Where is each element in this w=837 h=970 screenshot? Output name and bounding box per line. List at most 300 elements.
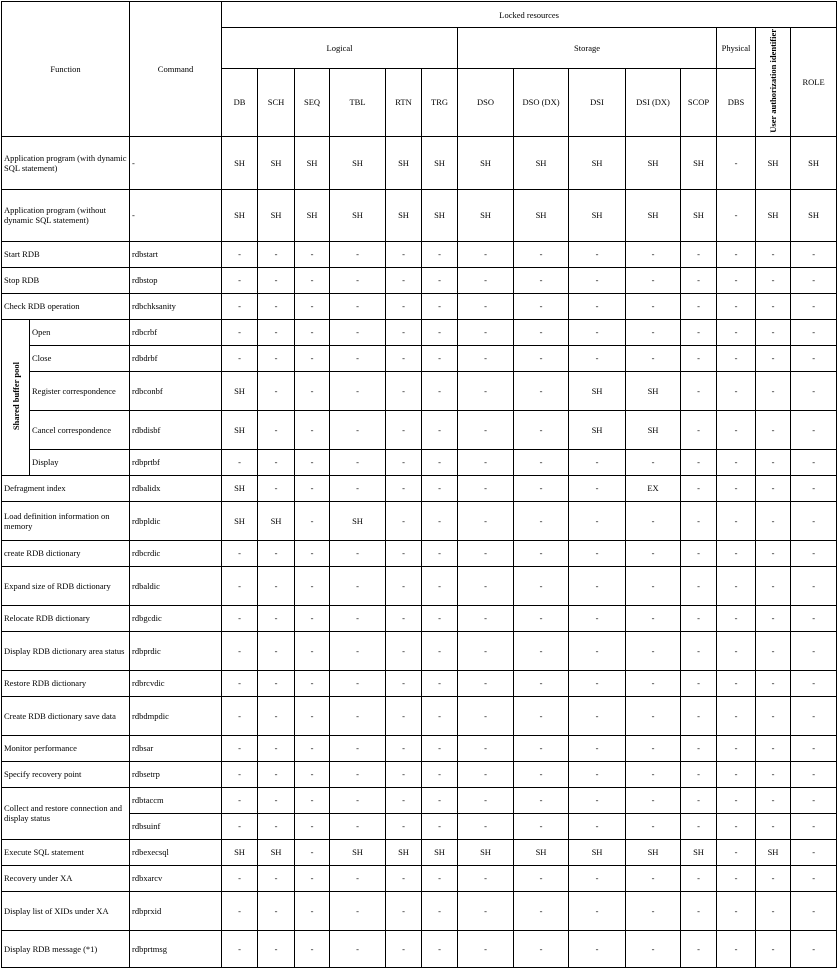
lock-cell: - bbox=[514, 696, 569, 735]
lock-cell: SH bbox=[458, 839, 514, 865]
lock-cell: - bbox=[258, 449, 295, 475]
lock-cell: - bbox=[258, 670, 295, 696]
function-cell: Create RDB dictionary save data bbox=[2, 696, 130, 735]
lock-cell: SH bbox=[330, 136, 386, 189]
table-row bbox=[2, 501, 837, 540]
lock-cell: - bbox=[791, 865, 837, 891]
command-cell: rdbpldic bbox=[130, 501, 222, 540]
lock-cell: - bbox=[791, 345, 837, 371]
lock-cell: SH bbox=[681, 136, 717, 189]
lock-cell: - bbox=[295, 566, 330, 605]
column-header-role: ROLE bbox=[791, 28, 837, 137]
lock-cell: - bbox=[222, 865, 258, 891]
lock-cell: - bbox=[756, 293, 791, 319]
lock-cell: - bbox=[386, 735, 422, 761]
lock-cell: SH bbox=[569, 189, 626, 241]
lock-cell: - bbox=[258, 631, 295, 670]
lock-cell: - bbox=[458, 865, 514, 891]
function-cell: Load definition information on memory bbox=[2, 501, 130, 540]
command-cell: rdbsetrp bbox=[130, 761, 222, 787]
lock-cell: - bbox=[626, 787, 681, 813]
lock-cell: SH bbox=[422, 189, 458, 241]
lock-cell: - bbox=[422, 267, 458, 293]
lock-cell: - bbox=[422, 241, 458, 267]
function-header: Function bbox=[2, 2, 130, 137]
lock-cell: SH bbox=[514, 136, 569, 189]
column-header: DSI bbox=[569, 68, 626, 136]
lock-cell: - bbox=[295, 891, 330, 930]
command-cell: rdbxarcv bbox=[130, 865, 222, 891]
lock-cell: - bbox=[458, 761, 514, 787]
command-cell: rdbsuinf bbox=[130, 813, 222, 839]
lock-cell: - bbox=[514, 761, 569, 787]
lock-cell: - bbox=[330, 813, 386, 839]
table-row bbox=[2, 189, 837, 241]
lock-cell: - bbox=[330, 475, 386, 501]
lock-cell: - bbox=[681, 605, 717, 631]
command-cell: rdbdisbf bbox=[130, 410, 222, 449]
lock-cell: - bbox=[791, 891, 837, 930]
lock-cell: - bbox=[222, 241, 258, 267]
lock-cell: - bbox=[791, 241, 837, 267]
lock-cell: - bbox=[458, 813, 514, 839]
command-cell: rdbalidx bbox=[130, 475, 222, 501]
table-row bbox=[2, 761, 837, 787]
lock-cell: - bbox=[756, 566, 791, 605]
lock-cell: - bbox=[569, 761, 626, 787]
lock-cell: - bbox=[756, 241, 791, 267]
lock-cell: - bbox=[569, 787, 626, 813]
command-cell: rdbrcvdic bbox=[130, 670, 222, 696]
lock-cell: - bbox=[681, 787, 717, 813]
lock-cell: - bbox=[717, 839, 756, 865]
table-row bbox=[2, 605, 837, 631]
column-header: SCH bbox=[258, 68, 295, 136]
lock-cell: - bbox=[717, 475, 756, 501]
lock-cell: - bbox=[717, 566, 756, 605]
lock-cell: - bbox=[386, 761, 422, 787]
lock-cell: - bbox=[514, 293, 569, 319]
lock-cell: - bbox=[791, 566, 837, 605]
lock-cell: - bbox=[569, 605, 626, 631]
lock-cell: - bbox=[386, 293, 422, 319]
lock-cell: - bbox=[791, 631, 837, 670]
lock-cell: - bbox=[514, 501, 569, 540]
lock-cell: - bbox=[422, 501, 458, 540]
command-cell: rdbprxid bbox=[130, 891, 222, 930]
command-cell: rdbconbf bbox=[130, 371, 222, 410]
lock-cell: - bbox=[422, 293, 458, 319]
lock-cell: - bbox=[295, 319, 330, 345]
lock-cell: - bbox=[514, 735, 569, 761]
lock-cell: - bbox=[258, 241, 295, 267]
lock-cell: - bbox=[386, 410, 422, 449]
lock-cell: - bbox=[295, 449, 330, 475]
lock-cell: - bbox=[295, 670, 330, 696]
lock-cell: - bbox=[791, 930, 837, 967]
column-header-user-auth: User authorization identifier bbox=[756, 28, 791, 137]
lock-cell: - bbox=[756, 735, 791, 761]
lock-cell: - bbox=[258, 761, 295, 787]
lock-cell: SH bbox=[295, 136, 330, 189]
lock-cell: - bbox=[569, 293, 626, 319]
lock-cell: - bbox=[258, 293, 295, 319]
lock-cell: - bbox=[458, 449, 514, 475]
lock-cell: - bbox=[386, 787, 422, 813]
table-row bbox=[2, 891, 837, 930]
lock-cell: - bbox=[756, 475, 791, 501]
lock-cell: - bbox=[626, 631, 681, 670]
lock-cell: - bbox=[626, 293, 681, 319]
lock-cell: - bbox=[258, 787, 295, 813]
lock-cell: - bbox=[569, 319, 626, 345]
lock-cell: - bbox=[717, 696, 756, 735]
lock-cell: - bbox=[422, 345, 458, 371]
lock-cell: - bbox=[791, 267, 837, 293]
lock-cell: - bbox=[222, 930, 258, 967]
lock-cell: SH bbox=[258, 839, 295, 865]
lock-cell: - bbox=[756, 449, 791, 475]
lock-cell: - bbox=[458, 930, 514, 967]
function-cell: Execute SQL statement bbox=[2, 839, 130, 865]
table-row bbox=[2, 319, 837, 345]
lock-cell: - bbox=[222, 813, 258, 839]
lock-cell: - bbox=[422, 410, 458, 449]
lock-cell: EX bbox=[626, 475, 681, 501]
lock-cell: - bbox=[791, 540, 837, 566]
lock-cell: SH bbox=[756, 839, 791, 865]
lock-cell: - bbox=[626, 865, 681, 891]
lock-cell: - bbox=[514, 371, 569, 410]
lock-cell: - bbox=[756, 319, 791, 345]
lock-cell: SH bbox=[386, 136, 422, 189]
lock-cell: SH bbox=[458, 136, 514, 189]
lock-cell: - bbox=[756, 761, 791, 787]
lock-cell: - bbox=[258, 566, 295, 605]
lock-cell: - bbox=[295, 696, 330, 735]
lock-cell: - bbox=[514, 540, 569, 566]
lock-cell: - bbox=[681, 293, 717, 319]
function-cell: Display bbox=[30, 449, 130, 475]
lock-cell: SH bbox=[222, 501, 258, 540]
lock-cell: - bbox=[717, 293, 756, 319]
lock-cell: - bbox=[791, 449, 837, 475]
lock-cell: - bbox=[222, 891, 258, 930]
lock-cell: - bbox=[626, 605, 681, 631]
table-row bbox=[2, 410, 837, 449]
lock-cell: - bbox=[422, 605, 458, 631]
column-header: TBL bbox=[330, 68, 386, 136]
lock-cell: - bbox=[717, 410, 756, 449]
lock-cell: - bbox=[386, 540, 422, 566]
lock-cell: - bbox=[458, 475, 514, 501]
lock-cell: - bbox=[222, 670, 258, 696]
lock-cell: - bbox=[569, 813, 626, 839]
lock-cell: SH bbox=[626, 136, 681, 189]
lock-cell: - bbox=[458, 410, 514, 449]
lock-cell: - bbox=[330, 371, 386, 410]
lock-cell: - bbox=[295, 345, 330, 371]
lock-cell: - bbox=[681, 449, 717, 475]
table-row bbox=[2, 241, 837, 267]
lock-cell: - bbox=[681, 371, 717, 410]
lock-cell: SH bbox=[386, 189, 422, 241]
lock-cell: SH bbox=[330, 839, 386, 865]
function-cell: Display RDB message (*1) bbox=[2, 930, 130, 967]
lock-cell: - bbox=[386, 371, 422, 410]
lock-cell: - bbox=[458, 241, 514, 267]
lock-cell: - bbox=[569, 735, 626, 761]
lock-cell: - bbox=[756, 813, 791, 839]
column-header: DB bbox=[222, 68, 258, 136]
lock-cell: - bbox=[791, 735, 837, 761]
lock-cell: - bbox=[386, 696, 422, 735]
function-cell: Application program (with dynamic SQL statement) bbox=[2, 136, 130, 189]
lock-cell: - bbox=[258, 735, 295, 761]
lock-cell: - bbox=[717, 605, 756, 631]
lock-cell: - bbox=[514, 267, 569, 293]
lock-cell: - bbox=[295, 865, 330, 891]
lock-cell: - bbox=[330, 345, 386, 371]
function-cell: create RDB dictionary bbox=[2, 540, 130, 566]
lock-cell: - bbox=[386, 345, 422, 371]
lock-cell: - bbox=[756, 787, 791, 813]
lock-cell: - bbox=[222, 540, 258, 566]
column-header: DBS bbox=[717, 68, 756, 136]
lock-cell: SH bbox=[258, 136, 295, 189]
lock-cell: - bbox=[386, 631, 422, 670]
lock-cell: - bbox=[569, 501, 626, 540]
lock-cell: - bbox=[626, 345, 681, 371]
lock-cell: - bbox=[222, 566, 258, 605]
command-cell: rdbaldic bbox=[130, 566, 222, 605]
lock-cell: - bbox=[717, 787, 756, 813]
lock-cell: SH bbox=[458, 189, 514, 241]
lock-cell: - bbox=[569, 865, 626, 891]
command-cell: rdbexecsql bbox=[130, 839, 222, 865]
lock-cell: - bbox=[756, 631, 791, 670]
lock-cell: - bbox=[756, 345, 791, 371]
lock-cell: - bbox=[458, 267, 514, 293]
lock-cell: - bbox=[386, 930, 422, 967]
lock-cell: - bbox=[458, 293, 514, 319]
lock-cell: - bbox=[681, 865, 717, 891]
command-cell: rdbgcdic bbox=[130, 605, 222, 631]
lock-cell: SH bbox=[386, 839, 422, 865]
lock-cell: SH bbox=[222, 371, 258, 410]
lock-cell: - bbox=[295, 787, 330, 813]
command-cell: rdbcrbf bbox=[130, 319, 222, 345]
lock-cell: SH bbox=[791, 136, 837, 189]
command-cell: rdbprtmsg bbox=[130, 930, 222, 967]
table-row bbox=[2, 670, 837, 696]
lock-cell: - bbox=[295, 241, 330, 267]
lock-cell: SH bbox=[222, 189, 258, 241]
table-row bbox=[2, 787, 837, 813]
lock-cell: - bbox=[681, 735, 717, 761]
lock-cell: - bbox=[386, 566, 422, 605]
function-cell: Collect and restore connection and display status bbox=[2, 787, 130, 839]
lock-cell: - bbox=[681, 475, 717, 501]
lock-cell: - bbox=[258, 371, 295, 410]
lock-cell: - bbox=[258, 813, 295, 839]
lock-cell: - bbox=[626, 891, 681, 930]
lock-cell: - bbox=[295, 605, 330, 631]
lock-cell: - bbox=[258, 605, 295, 631]
lock-cell: - bbox=[422, 787, 458, 813]
function-cell: Monitor performance bbox=[2, 735, 130, 761]
function-cell: Check RDB operation bbox=[2, 293, 130, 319]
lock-cell: - bbox=[717, 891, 756, 930]
lock-cell: - bbox=[569, 631, 626, 670]
lock-cell: - bbox=[514, 813, 569, 839]
lock-cell: - bbox=[791, 475, 837, 501]
lock-cell: - bbox=[681, 566, 717, 605]
column-header: DSO (DX) bbox=[514, 68, 569, 136]
lock-cell: - bbox=[458, 566, 514, 605]
lock-cell: - bbox=[626, 319, 681, 345]
command-cell: - bbox=[130, 136, 222, 189]
lock-cell: - bbox=[295, 371, 330, 410]
lock-cell: - bbox=[791, 839, 837, 865]
lock-cell: - bbox=[717, 735, 756, 761]
lock-cell: - bbox=[681, 410, 717, 449]
lock-cell: - bbox=[514, 865, 569, 891]
table-row bbox=[2, 865, 837, 891]
lock-cell: - bbox=[626, 670, 681, 696]
lock-cell: - bbox=[681, 241, 717, 267]
lock-cell: - bbox=[458, 891, 514, 930]
lock-cell: SH bbox=[258, 501, 295, 540]
lock-cell: - bbox=[295, 410, 330, 449]
lock-cell: - bbox=[222, 319, 258, 345]
lock-cell: - bbox=[295, 501, 330, 540]
lock-cell: - bbox=[458, 371, 514, 410]
lock-cell: - bbox=[681, 267, 717, 293]
function-cell: Close bbox=[30, 345, 130, 371]
lock-cell: - bbox=[295, 761, 330, 787]
lock-cell: SH bbox=[791, 189, 837, 241]
lock-cell: - bbox=[717, 865, 756, 891]
lock-cell: - bbox=[626, 761, 681, 787]
command-cell: rdbsar bbox=[130, 735, 222, 761]
function-cell: Register correspondence bbox=[30, 371, 130, 410]
lock-cell: - bbox=[681, 813, 717, 839]
lock-cell: - bbox=[295, 267, 330, 293]
lock-cell: - bbox=[626, 735, 681, 761]
lock-cell: - bbox=[258, 267, 295, 293]
function-cell: Display list of XIDs under XA bbox=[2, 891, 130, 930]
lock-cell: - bbox=[756, 670, 791, 696]
command-header: Command bbox=[130, 2, 222, 137]
lock-cell: - bbox=[422, 449, 458, 475]
lock-cell: - bbox=[295, 475, 330, 501]
lock-cell: - bbox=[330, 449, 386, 475]
lock-cell: - bbox=[222, 696, 258, 735]
lock-cell: - bbox=[756, 267, 791, 293]
lock-cell: - bbox=[569, 345, 626, 371]
command-cell: rdbdrbf bbox=[130, 345, 222, 371]
lock-cell: - bbox=[222, 293, 258, 319]
function-cell: Recovery under XA bbox=[2, 865, 130, 891]
lock-cell: - bbox=[791, 813, 837, 839]
lock-cell: SH bbox=[626, 371, 681, 410]
lock-cell: - bbox=[422, 670, 458, 696]
lock-cell: - bbox=[717, 345, 756, 371]
lock-cell: SH bbox=[681, 839, 717, 865]
lock-cell: - bbox=[791, 293, 837, 319]
lock-cell: - bbox=[330, 566, 386, 605]
lock-cell: - bbox=[258, 475, 295, 501]
lock-cell: - bbox=[514, 475, 569, 501]
lock-cell: - bbox=[458, 670, 514, 696]
lock-cell: - bbox=[330, 735, 386, 761]
lock-cell: SH bbox=[222, 839, 258, 865]
lock-cell: - bbox=[681, 670, 717, 696]
lock-cell: SH bbox=[222, 136, 258, 189]
command-cell: rdbdmpdic bbox=[130, 696, 222, 735]
lock-resource-table bbox=[1, 1, 837, 968]
column-header: DSO bbox=[458, 68, 514, 136]
lock-cell: - bbox=[791, 410, 837, 449]
lock-cell: - bbox=[330, 540, 386, 566]
lock-cell: - bbox=[514, 449, 569, 475]
lock-cell: SH bbox=[258, 189, 295, 241]
function-cell: Start RDB bbox=[2, 241, 130, 267]
table-row bbox=[2, 930, 837, 967]
lock-cell: - bbox=[681, 631, 717, 670]
lock-cell: - bbox=[330, 787, 386, 813]
lock-cell: - bbox=[717, 670, 756, 696]
command-cell: rdbprtbf bbox=[130, 449, 222, 475]
table-row bbox=[2, 136, 837, 189]
table-row bbox=[2, 345, 837, 371]
lock-cell: - bbox=[681, 540, 717, 566]
table-row bbox=[2, 293, 837, 319]
function-cell: Display RDB dictionary area status bbox=[2, 631, 130, 670]
command-cell: rdbchksanity bbox=[130, 293, 222, 319]
lock-cell: - bbox=[330, 267, 386, 293]
lock-cell: - bbox=[626, 566, 681, 605]
column-header: RTN bbox=[386, 68, 422, 136]
lock-cell: - bbox=[295, 631, 330, 670]
lock-cell: - bbox=[626, 267, 681, 293]
lock-cell: - bbox=[756, 865, 791, 891]
lock-cell: - bbox=[386, 813, 422, 839]
lock-cell: - bbox=[258, 345, 295, 371]
table-row bbox=[2, 267, 837, 293]
lock-cell: - bbox=[717, 813, 756, 839]
lock-cell: - bbox=[422, 865, 458, 891]
lock-cell: - bbox=[295, 839, 330, 865]
physical-group-header: Physical bbox=[717, 28, 756, 69]
table-row bbox=[2, 371, 837, 410]
table-row bbox=[2, 540, 837, 566]
lock-cell: - bbox=[569, 930, 626, 967]
lock-cell: - bbox=[330, 891, 386, 930]
lock-cell: - bbox=[626, 449, 681, 475]
lock-cell: SH bbox=[569, 371, 626, 410]
lock-cell: - bbox=[386, 319, 422, 345]
lock-cell: - bbox=[717, 930, 756, 967]
lock-cell: SH bbox=[422, 136, 458, 189]
lock-cell: - bbox=[330, 410, 386, 449]
lock-cell: SH bbox=[330, 501, 386, 540]
lock-cell: - bbox=[717, 319, 756, 345]
lock-cell: - bbox=[514, 605, 569, 631]
lock-cell: - bbox=[514, 787, 569, 813]
lock-cell: - bbox=[295, 813, 330, 839]
